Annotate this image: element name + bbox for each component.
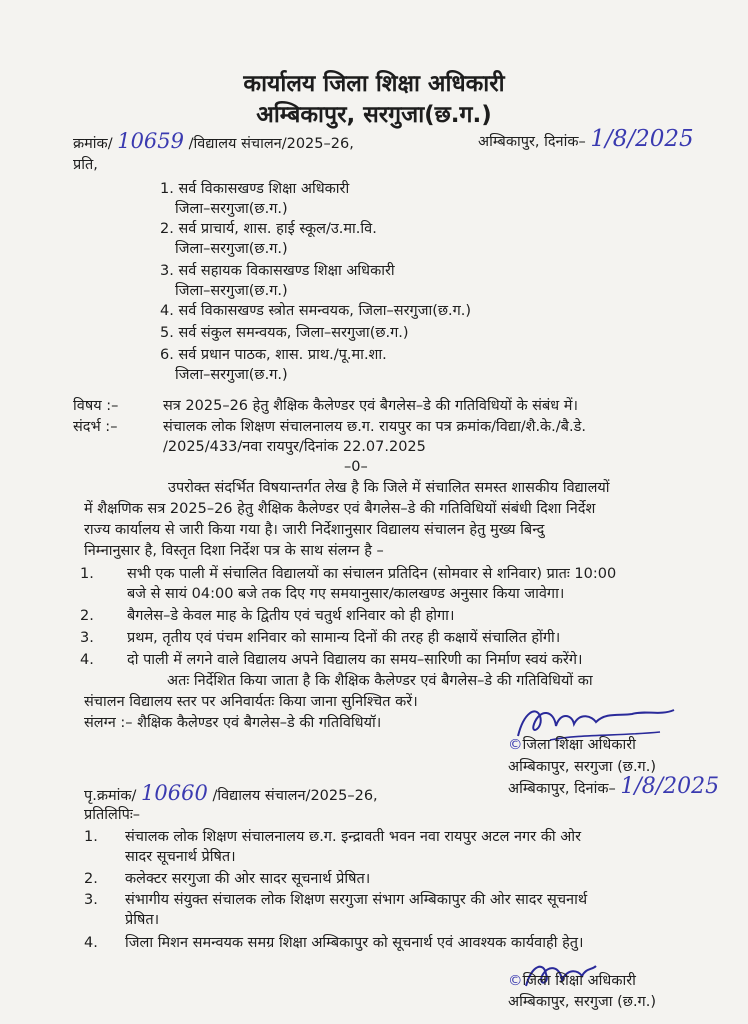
point-1-line-1: सभी एक पाली में संचालित विद्यालयों का संचालन प्रतिदिन (सोमवार से शनिवार) प्रातः 10:00: [127, 566, 617, 582]
copy-4-text: जिला मिशन समन्वयक समग्र शिक्षा अम्बिकापुर को सूचनार्थ एवं आवश्यक कार्यवाही हेतु।: [125, 935, 584, 951]
point-1-line-2: बजे से सायं 04:00 बजे तक दिए गए समयानुसार/कालखण्ड अनुसार किया जावेगा।: [127, 586, 565, 602]
para1-line-2: में शैक्षणिक सत्र 2025–26 हेतु शैक्षिक कैलेण्डर एवं बैगलेस–डे की गतिविधियों संबंधी दिशा निर्देश: [84, 501, 596, 517]
recipient-4: 4. सर्व विकासखण्ड स्त्रोत समन्वयक, जिला–सरगुजा(छ.ग.): [160, 303, 472, 319]
reference-line-1: संचालक लोक शिक्षण संचालनालय छ.ग. रायपुर का पत्र क्रमांक/विद्या/शै.के./बै.डे.: [163, 419, 586, 435]
recipient-2-district: जिला–सरगुजा(छ.ग.): [175, 241, 288, 257]
para1-line-1: उपरोक्त संदर्भित विषयान्तर्गत लेख है कि जिले में संचालित समस्त शासकीय विद्यालयों: [168, 480, 610, 496]
signature-1-place: अम्बिकापुर, सरगुजा (छ.ग.): [508, 759, 656, 775]
recipient-1-district: जिला–सरगुजा(छ.ग.): [175, 201, 288, 217]
signature-2-title: ©जिला शिक्षा अधिकारी: [508, 973, 636, 989]
copy-ref-number: 10660: [141, 781, 208, 805]
point-1-num: 1.: [80, 566, 94, 582]
reference-label: संदर्भ :–: [73, 419, 118, 435]
copy-4-num: 4.: [84, 935, 98, 951]
signature-1-date: 1/8/2025: [620, 774, 720, 799]
copy-3-num: 3.: [84, 892, 98, 908]
office-title: कार्यालय जिला शिक्षा अधिकारी: [243, 71, 505, 97]
copy-1-line-2: सादर सूचनार्थ प्रेषित।: [125, 849, 236, 865]
copy-ref-section: /विद्यालय संचालन/2025–26,: [212, 788, 378, 804]
ref-label: क्रमांक/: [73, 136, 113, 152]
recipient-6: 6. सर्व प्रधान पाठक, शास. प्राथ./पू.मा.शा.: [160, 347, 387, 363]
copy-2-num: 2.: [84, 871, 98, 887]
ref-date-label: अम्बिकापुर, दिनांक–: [478, 134, 586, 150]
ref-number: 10659: [117, 129, 185, 153]
point-4-num: 4.: [80, 652, 94, 668]
copy-3-line-1: संभागीय संयुक्त संचालक लोक शिक्षण सरगुजा संभाग अम्बिकापुर की ओर सादर सूचनार्थ: [125, 892, 588, 908]
reference-line-2: /2025/433/नवा रायपुर/दिनांक 22.07.2025: [163, 439, 426, 455]
recipient-5: 5. सर्व संकुल समन्वयक, जिला–सरगुजा(छ.ग.): [160, 325, 409, 341]
para1-line-4: निम्नानुसार है, विस्तृत दिशा निर्देश पत्र के साथ संलग्न है –: [84, 543, 384, 559]
point-2-num: 2.: [80, 608, 94, 624]
copy-ref-label: पृ.क्रमांक/: [84, 788, 137, 804]
point-3-num: 3.: [80, 630, 94, 646]
point-4-text: दो पाली में लगने वाले विद्यालय अपने विद्यालय का समय–सारिणी का निर्माण स्वयं करेंगे।: [127, 652, 583, 668]
subject-text: सत्र 2025–26 हेतु शैक्षिक कैलेण्डर एवं बैगलेस–डे की गतिविधियों के संबंध में।: [163, 398, 578, 414]
enclosure: संलग्न :– शैक्षिक कैलेण्डर एवं बैगलेस–डे की गतिविधियॉ।: [84, 715, 382, 731]
subject-label: विषय :–: [73, 398, 119, 414]
ref-section: /विद्यालय संचालन/2025–26,: [188, 136, 354, 152]
copy-label: प्रतिलिपिः–: [84, 807, 141, 823]
separator: –0–: [344, 459, 368, 475]
ref-line: [73, 129, 354, 154]
para1-line-3: राज्य कार्यालय से जारी किया गया है। जारी निर्देशानुसार विद्यालय संचालन हेतु मुख्य बिन्दु: [84, 522, 545, 538]
point-3-text: प्रथम, तृतीय एवं पंचम शनिवार को सामान्य दिनों की तरह ही कक्षायें संचालित होंगी।: [127, 630, 561, 646]
signature-1-date-label: अम्बिकापुर, दिनांक–: [508, 781, 616, 797]
recipient-3: 3. सर्व सहायक विकासखण्ड शिक्षा अधिकारी: [160, 263, 395, 279]
copy-1-line-1: संचालक लोक शिक्षण संचालनालय छ.ग. इन्द्रावती भवन नवा रायपुर अटल नगर की ओर: [125, 829, 582, 845]
para2-line-2: संचालन विद्यालय स्तर पर अनिवार्यतः किया जाना सुनिश्चित करें।: [84, 694, 418, 710]
copy-2-text: कलेक्टर सरगुजा की ओर सादर सूचनार्थ प्रेषित।: [125, 871, 371, 887]
recipient-3-district: जिला–सरगुजा(छ.ग.): [175, 283, 288, 299]
recipient-2: 2. सर्व प्राचार्य, शास. हाई स्कूल/उ.मा.वि.: [160, 221, 377, 237]
copy-1-num: 1.: [84, 829, 98, 845]
signature-2-place: अम्बिकापुर, सरगुजा (छ.ग.): [508, 994, 656, 1010]
ref-date-line: [478, 126, 694, 152]
point-2-text: बैगलेस–डे केवल माह के द्वितीय एवं चतुर्थ शनिवार को ही होगा।: [127, 608, 455, 624]
signature-1-date-line: [508, 774, 720, 799]
signature-1-title: ©जिला शिक्षा अधिकारी: [508, 737, 636, 753]
recipient-6-district: जिला–सरगुजा(छ.ग.): [175, 367, 288, 383]
recipient-1: 1. सर्व विकासखण्ड शिक्षा अधिकारी: [160, 181, 350, 197]
to-label: प्रति,: [73, 157, 98, 173]
copy-3-line-2: प्रेषित।: [125, 912, 160, 928]
office-location: अम्बिकापुर, सरगुजा(छ.ग.): [256, 102, 492, 128]
ref-date: 1/8/2025: [590, 126, 694, 152]
para2-line-1: अतः निर्देशित किया जाता है कि शैक्षिक कैलेण्डर एवं बैगलेस–डे की गतिविधियों का: [167, 673, 593, 689]
copy-ref-line: [84, 781, 378, 806]
